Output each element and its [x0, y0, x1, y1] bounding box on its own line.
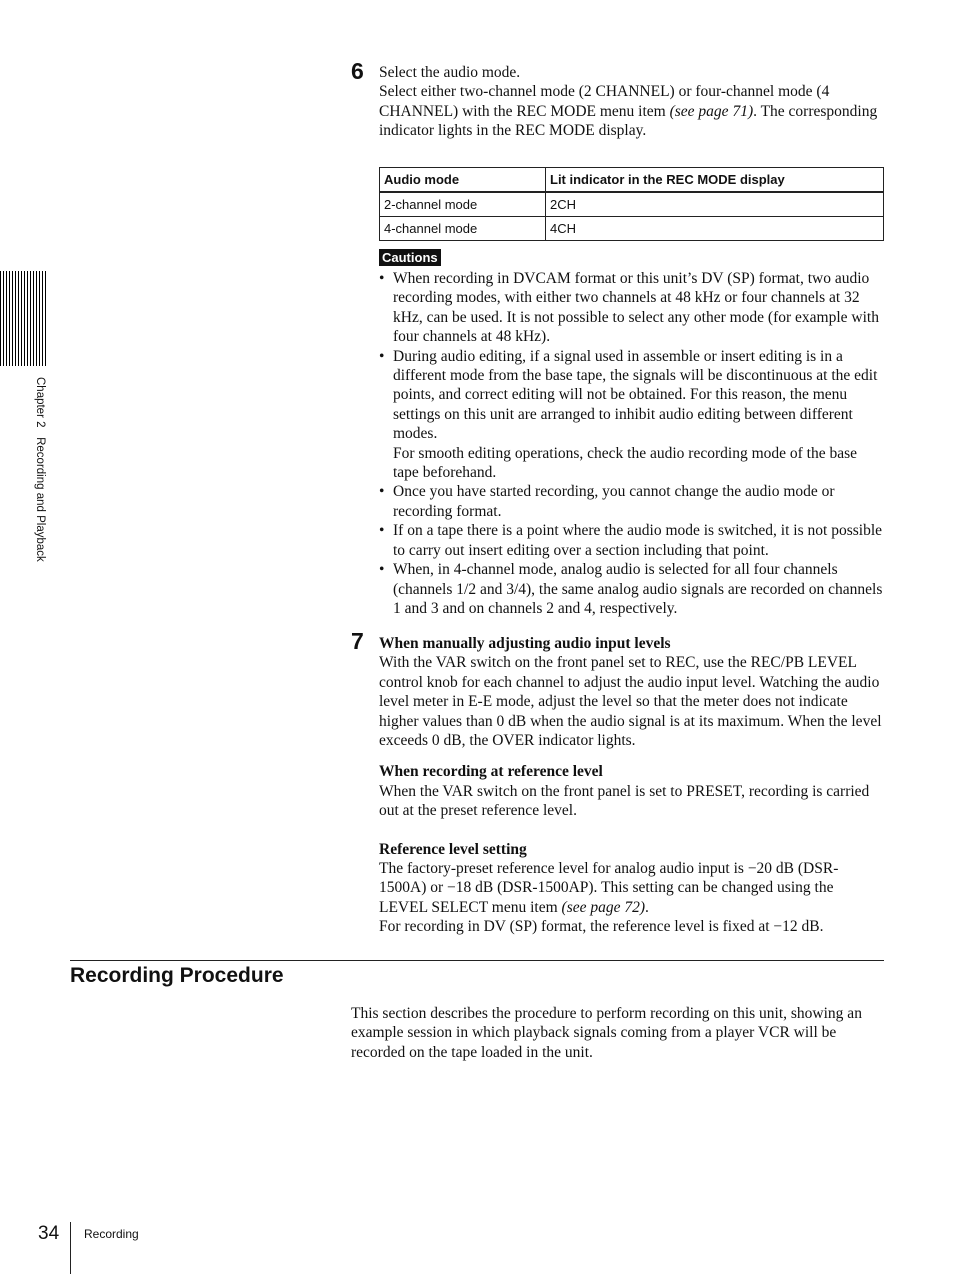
caution-extra: For smooth editing operations, check the audio recording mode of the base tape beforehand. — [393, 444, 858, 482]
step-7-body: With the VAR switch on the front panel set to REC, use the REC/PB LEVEL control knob for each channel to adjust the audio input level. Watching the audio level meter in E-E mode, adjust the level so that the meter does not indicate higher values than 0 dB when the audio signal is at its maximum. When the level exceeds 0 dB, the OVER indicator lights. — [379, 654, 882, 750]
footer-label: Recording — [84, 1227, 139, 1241]
section-rule — [70, 960, 884, 961]
chapter-number: Chapter 2 — [34, 377, 46, 428]
step-6-text — [379, 63, 884, 141]
footer-divider — [70, 1222, 71, 1274]
reference-setting-note: For recording in DV (SP) format, the reference level is fixed at −12 dB. — [379, 918, 824, 936]
step-7-number: 7 — [351, 628, 364, 654]
chapter-tab-stripes — [0, 271, 47, 366]
step-7-text — [379, 634, 884, 937]
reference-level-heading: When recording at reference level — [379, 763, 603, 781]
table-cell: 2CH — [546, 192, 884, 217]
step-6-instruction: Select the audio mode. — [379, 64, 521, 81]
table-header: Lit indicator in the REC MODE display — [546, 168, 884, 193]
reference-setting-body: The factory-preset reference level for analog audio input is −20 dB (DSR-1500A) or −18 dB (DSR-1500AP). This setting can be changed using the LEVEL SELECT menu item (see page 72). — [379, 860, 839, 916]
table-cell: 4-channel mode — [380, 217, 546, 241]
chapter-title: Recording and Playback — [34, 437, 46, 562]
table-row — [380, 217, 884, 241]
section-body: This section describes the procedure to perform recording on this unit, showing an example session in which playback signals coming from a player VCR will be recorded on the tape loaded in the unit. — [351, 1005, 862, 1061]
list-item: • When, in 4-channel mode, analog audio is selected for all four channels (channels 1/2 and 3/4), the same analog audio signals are recorded on channels 1 and 3 and on channels 2 and 4, respectively. — [379, 560, 884, 618]
table-cell: 2-channel mode — [380, 192, 546, 217]
section-title: Recording Procedure — [70, 964, 284, 987]
audio-mode-table — [379, 167, 884, 241]
list-item: • When recording in DVCAM format or this unit’s DV (SP) format, two audio recording modes, with either two channels at 48 kHz or four channels at 32 kHz, can be used. It is not possible to select any other mode (for example with four channels at 48 kHz). — [379, 269, 884, 347]
list-item: • If on a tape there is a point where the audio mode is switched, it is not possible to carry out insert editing over a section including that point. — [379, 521, 884, 560]
table-cell: 4CH — [546, 217, 884, 241]
chapter-side-label — [34, 377, 46, 562]
reference-setting-heading: Reference level setting — [379, 840, 527, 858]
table-header: Audio mode — [380, 168, 546, 193]
list-item: • Once you have started recording, you cannot change the audio mode or recording format. — [379, 482, 884, 521]
cautions-list — [379, 269, 884, 618]
step-6-description: Select either two-channel mode (2 CHANNEL) or four-channel mode (4 CHANNEL) with the REC MODE menu item (see page 71). The corresponding indicator lights in the REC MODE display. — [379, 83, 878, 140]
cautions-badge: Cautions — [379, 249, 441, 266]
table-row — [380, 192, 884, 217]
step-7-heading: When manually adjusting audio input levels — [379, 635, 671, 652]
list-item: • During audio editing, if a signal used in assemble or insert editing is in a different mode from the base tape, the signals will be discontinuous at the edit points, and correct editing will not be obtained. For this reason, the menu settings on this unit are arranged to inhibit audio editing between different modes. For smooth editing operations, check the audio recording mode of the base tape beforehand. — [379, 347, 884, 483]
page-number: 34 — [38, 1223, 60, 1244]
step-6-number: 6 — [351, 58, 364, 84]
reference-level-body: When the VAR switch on the front panel is set to PRESET, recording is carried out at the preset reference level. — [379, 782, 870, 820]
table-header-row — [380, 168, 884, 193]
